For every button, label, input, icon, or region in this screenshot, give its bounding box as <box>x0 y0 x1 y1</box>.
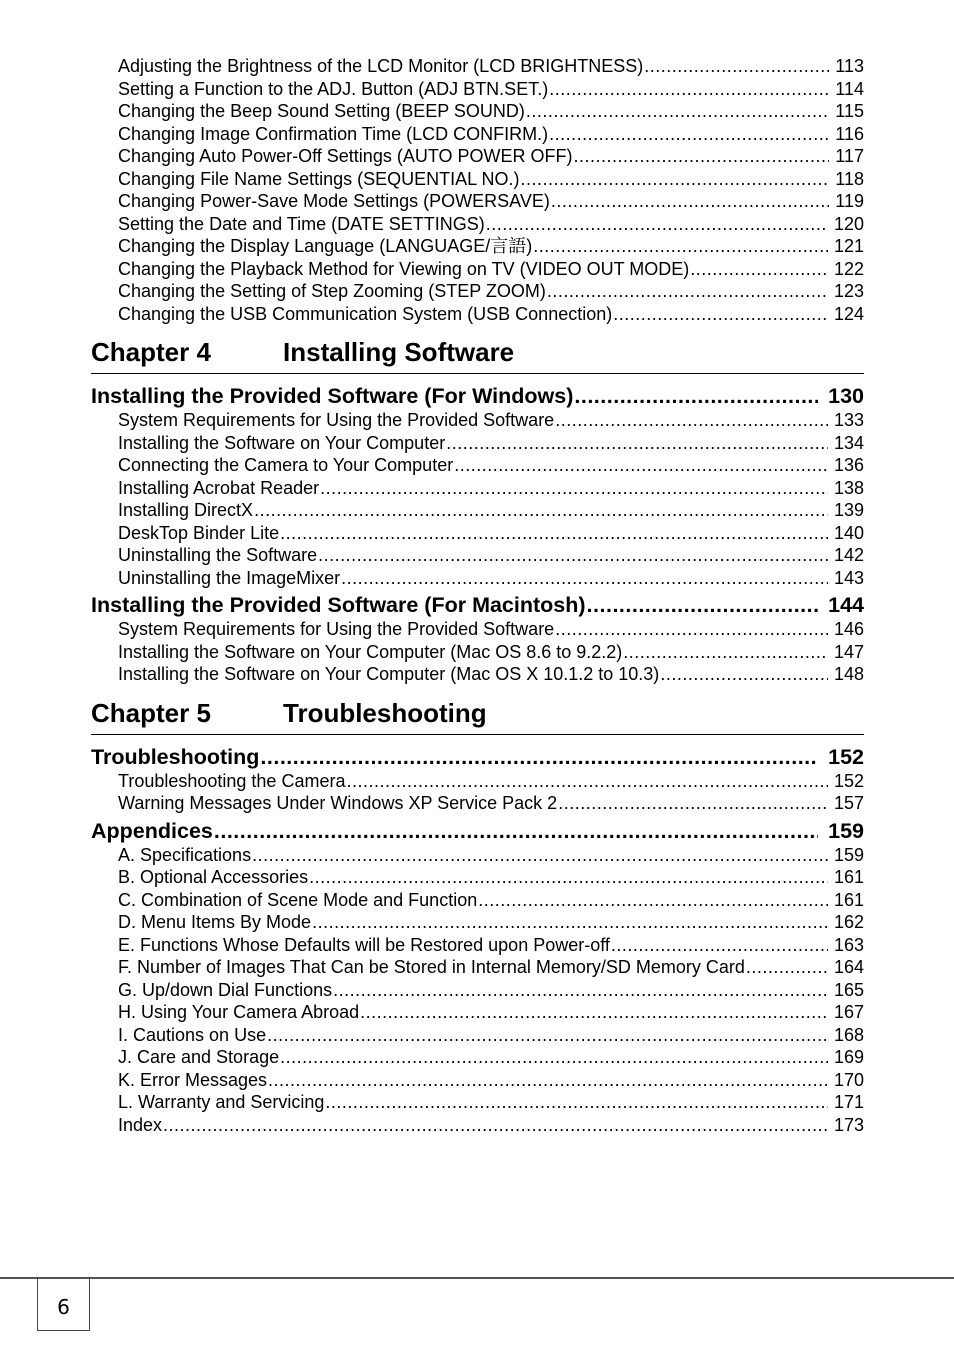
dot-leader <box>549 123 829 146</box>
toc-entry-page: 159 <box>833 844 864 865</box>
toc-entry-page: 170 <box>833 1069 864 1090</box>
toc-entry-page: 167 <box>833 1002 864 1022</box>
dot-leader <box>254 499 828 522</box>
toc-entry[interactable] <box>91 792 864 815</box>
toc-entry-page: 152 <box>833 770 864 791</box>
toc-entry[interactable] <box>91 213 864 236</box>
toc-entry-title: Warning Messages Under Windows XP Service Pack 2 <box>118 793 558 813</box>
toc-entry-page: 146 <box>833 619 864 639</box>
dot-leader <box>268 1069 828 1092</box>
toc-entry-page: 115 <box>835 101 864 121</box>
toc-entry-title: A. Specifications <box>118 844 252 865</box>
dot-leader <box>520 168 829 191</box>
toc-entry[interactable] <box>91 663 864 686</box>
toc-entry[interactable] <box>91 567 864 590</box>
toc-entry-page: 124 <box>833 303 864 324</box>
toc-entry[interactable] <box>91 168 864 191</box>
chapter-title: Installing Software <box>283 337 515 367</box>
dot-leader <box>574 383 818 409</box>
dot-leader <box>526 100 829 123</box>
toc-entry[interactable] <box>91 1046 864 1069</box>
toc-entry-page: 171 <box>833 1092 864 1112</box>
toc-entry-title: Changing the Playback Method for Viewing on TV (VIDEO OUT MODE) <box>118 258 690 279</box>
toc-entry-page: 144 <box>828 593 864 617</box>
dot-leader <box>252 844 828 867</box>
toc-entry-page: 122 <box>833 258 864 279</box>
toc-section-entry[interactable] <box>91 744 864 770</box>
dot-leader <box>260 744 818 770</box>
dot-leader <box>163 1114 828 1137</box>
dot-leader <box>746 956 828 979</box>
toc-entry[interactable] <box>91 889 864 912</box>
dot-leader <box>555 409 828 432</box>
toc-entry-page: 133 <box>833 410 864 430</box>
dot-leader <box>341 567 828 590</box>
toc-entry[interactable] <box>91 454 864 477</box>
toc-entry-title: Changing File Name Settings (SEQUENTIAL NO.) <box>118 168 520 189</box>
toc-entry[interactable] <box>91 1114 864 1137</box>
toc-entry-page: 119 <box>835 191 864 211</box>
toc-entry[interactable] <box>91 956 864 979</box>
toc-entry-title: Installing the Software on Your Computer (Mac OS X 10.1.2 to 10.3) <box>118 664 660 684</box>
toc-entry-title: Changing the USB Communication System (USB Connection) <box>118 303 613 324</box>
toc-entry[interactable] <box>91 280 864 303</box>
toc-entry-page: 136 <box>833 455 864 475</box>
dot-leader <box>333 979 828 1002</box>
toc-entry[interactable] <box>91 1091 864 1114</box>
toc-entry-page: 116 <box>835 123 864 144</box>
toc-entry[interactable] <box>91 1069 864 1092</box>
dot-leader <box>690 258 828 281</box>
toc-entry-title: I. Cautions on Use <box>118 1024 267 1045</box>
toc-entry-page: 139 <box>833 500 864 520</box>
toc-section-entry[interactable] <box>91 592 864 618</box>
toc-entry-title: Installing the Software on Your Computer (Mac OS 8.6 to 9.2.2) <box>118 641 623 662</box>
dot-leader <box>346 770 827 793</box>
footer-rule <box>0 1277 954 1279</box>
toc-entry-title: D. Menu Items By Mode <box>118 912 312 932</box>
toc-section-entry[interactable] <box>91 383 864 409</box>
toc-entry-page: 117 <box>835 146 864 166</box>
toc-entry[interactable] <box>91 844 864 867</box>
dot-leader <box>555 618 828 641</box>
toc-entry-title: Installing Acrobat Reader <box>118 477 320 498</box>
dot-leader <box>280 1046 828 1069</box>
toc-entry-title: J. Care and Storage <box>118 1047 280 1067</box>
toc-section-entry[interactable] <box>91 818 864 844</box>
toc-entry-title: Installing the Provided Software (For Macintosh) <box>91 593 586 617</box>
toc-entry-title: K. Error Messages <box>118 1069 268 1090</box>
toc-entry-page: 157 <box>833 793 864 813</box>
chapter-heading <box>91 337 864 374</box>
chapter-heading <box>91 698 864 735</box>
toc-entry[interactable] <box>91 477 864 500</box>
toc-entry-page: 134 <box>833 432 864 453</box>
dot-leader <box>644 55 829 78</box>
toc-entry-page: 123 <box>833 281 864 301</box>
toc-entry[interactable] <box>91 641 864 664</box>
toc-entry[interactable] <box>91 911 864 934</box>
toc-entry[interactable] <box>91 100 864 123</box>
chapter-number: Chapter 5 <box>91 697 211 728</box>
toc-entry-page: 161 <box>833 867 864 887</box>
toc-entry-page: 165 <box>833 979 864 1000</box>
chapter-number: Chapter 4 <box>91 337 211 367</box>
dot-leader <box>486 213 828 236</box>
page-number-box <box>37 1277 90 1331</box>
toc-entry-title: DeskTop Binder Lite <box>118 522 280 543</box>
dot-leader <box>360 1001 828 1024</box>
dot-leader <box>318 544 828 567</box>
toc-entry-title: Changing Image Confirmation Time (LCD CONFIRM.) <box>118 123 549 144</box>
toc-entry-page: 142 <box>833 545 864 565</box>
page-number: 6 <box>57 1295 70 1319</box>
dot-leader <box>623 641 828 664</box>
dot-leader <box>478 889 828 912</box>
toc-entry-title: Troubleshooting the Camera <box>118 770 346 791</box>
toc-entry-title: Uninstalling the ImageMixer <box>118 567 341 588</box>
chapter-title: Troubleshooting <box>283 697 487 728</box>
toc-entry-title: F. Number of Images That Can be Stored in Internal Memory/SD Memory Card <box>118 957 745 977</box>
dot-leader <box>320 477 828 500</box>
toc-entry-page: 113 <box>835 56 864 76</box>
toc-entry[interactable] <box>91 1001 864 1024</box>
toc-entry-title: L. Warranty and Servicing <box>118 1092 325 1112</box>
toc-entry[interactable] <box>91 190 864 213</box>
toc-entry-page: 147 <box>833 641 864 662</box>
dot-leader <box>533 235 828 258</box>
toc-entry-title: G. Up/down Dial Functions <box>118 979 333 1000</box>
toc-entry-page: 118 <box>835 168 864 189</box>
toc-entry[interactable] <box>91 1024 864 1047</box>
dot-leader <box>267 1024 828 1047</box>
toc-entry[interactable] <box>91 770 864 793</box>
toc-entry-page: 168 <box>833 1024 864 1045</box>
toc-entry-title: System Requirements for Using the Provided Software <box>118 410 555 430</box>
toc-entry-title: Uninstalling the Software <box>118 545 318 565</box>
toc-entry[interactable] <box>91 979 864 1002</box>
dot-leader <box>549 78 829 101</box>
toc-entry-title: Changing the Beep Sound Setting (BEEP SOUND) <box>118 101 525 121</box>
toc-entry-title: Setting the Date and Time (DATE SETTINGS) <box>118 213 485 234</box>
toc-entry-page: 143 <box>833 567 864 588</box>
toc-entry[interactable] <box>91 123 864 146</box>
toc-entry-title: Installing the Software on Your Computer <box>118 432 446 453</box>
dot-leader <box>280 522 828 545</box>
toc-entry[interactable] <box>91 934 864 957</box>
table-of-contents <box>91 55 864 1136</box>
toc-entry-page: 161 <box>833 889 864 910</box>
toc-entry-title: Index <box>118 1114 163 1135</box>
dot-leader <box>574 145 830 168</box>
dot-leader <box>613 303 828 326</box>
toc-entry-title: Changing Power-Save Mode Settings (POWERSAVE) <box>118 191 550 211</box>
dot-leader <box>214 818 818 844</box>
toc-entry[interactable] <box>91 432 864 455</box>
dot-leader <box>558 792 828 815</box>
toc-entry-page: 138 <box>833 477 864 498</box>
toc-entry[interactable] <box>91 866 864 889</box>
toc-entry-page: 148 <box>833 664 864 684</box>
dot-leader <box>325 1091 828 1114</box>
toc-entry[interactable] <box>91 78 864 101</box>
toc-entry-title: Adjusting the Brightness of the LCD Monitor (LCD BRIGHTNESS) <box>118 56 644 76</box>
toc-entry-page: 120 <box>833 213 864 234</box>
toc-entry-title: H. Using Your Camera Abroad <box>118 1002 360 1022</box>
toc-entry[interactable] <box>91 544 864 567</box>
toc-entry-page: 169 <box>833 1047 864 1067</box>
toc-entry[interactable] <box>91 303 864 326</box>
toc-entry-title: Changing Auto Power-Off Settings (AUTO POWER OFF) <box>118 146 573 166</box>
toc-entry-page: 162 <box>833 912 864 932</box>
toc-entry-page: 163 <box>833 934 864 955</box>
toc-entry-page: 173 <box>833 1114 864 1135</box>
dot-leader <box>312 911 828 934</box>
toc-entry[interactable] <box>91 145 864 168</box>
toc-entry[interactable] <box>91 55 864 78</box>
toc-entry-title: C. Combination of Scene Mode and Function <box>118 889 478 910</box>
toc-entry-page: 164 <box>833 957 864 977</box>
toc-entry[interactable] <box>91 522 864 545</box>
toc-entry[interactable] <box>91 258 864 281</box>
toc-entry-title: Installing DirectX <box>118 500 254 520</box>
toc-entry-page: 152 <box>828 744 864 769</box>
dot-leader <box>309 866 828 889</box>
toc-entry-page: 140 <box>833 522 864 543</box>
toc-entry-page: 121 <box>833 236 864 256</box>
toc-entry[interactable] <box>91 618 864 641</box>
toc-entry-page: 114 <box>835 78 864 99</box>
toc-entry[interactable] <box>91 409 864 432</box>
toc-entry[interactable] <box>91 235 864 258</box>
dot-leader <box>587 592 819 618</box>
toc-entry-title: Troubleshooting <box>91 744 260 769</box>
toc-entry[interactable] <box>91 499 864 522</box>
dot-leader <box>611 934 828 957</box>
toc-entry-title: B. Optional Accessories <box>118 867 309 887</box>
toc-entry-title: Changing the Display Language (LANGUAGE/言語) <box>118 236 533 256</box>
dot-leader <box>660 663 828 686</box>
toc-entry-title: Appendices <box>91 818 213 843</box>
toc-entry-page: 130 <box>828 384 864 408</box>
dot-leader <box>446 432 828 455</box>
toc-entry-title: Installing the Provided Software (For Windows) <box>91 384 574 408</box>
toc-entry-page: 159 <box>828 818 864 843</box>
dot-leader <box>551 190 829 213</box>
toc-entry-title: Changing the Setting of Step Zooming (STEP ZOOM) <box>118 281 546 301</box>
toc-entry-title: System Requirements for Using the Provided Software <box>118 619 555 639</box>
toc-entry-title: E. Functions Whose Defaults will be Restored upon Power-off <box>118 934 610 955</box>
dot-leader <box>454 454 828 477</box>
toc-entry-title: Connecting the Camera to Your Computer <box>118 455 454 475</box>
dot-leader <box>547 280 828 303</box>
toc-entry-title: Setting a Function to the ADJ. Button (ADJ BTN.SET.) <box>118 78 549 99</box>
